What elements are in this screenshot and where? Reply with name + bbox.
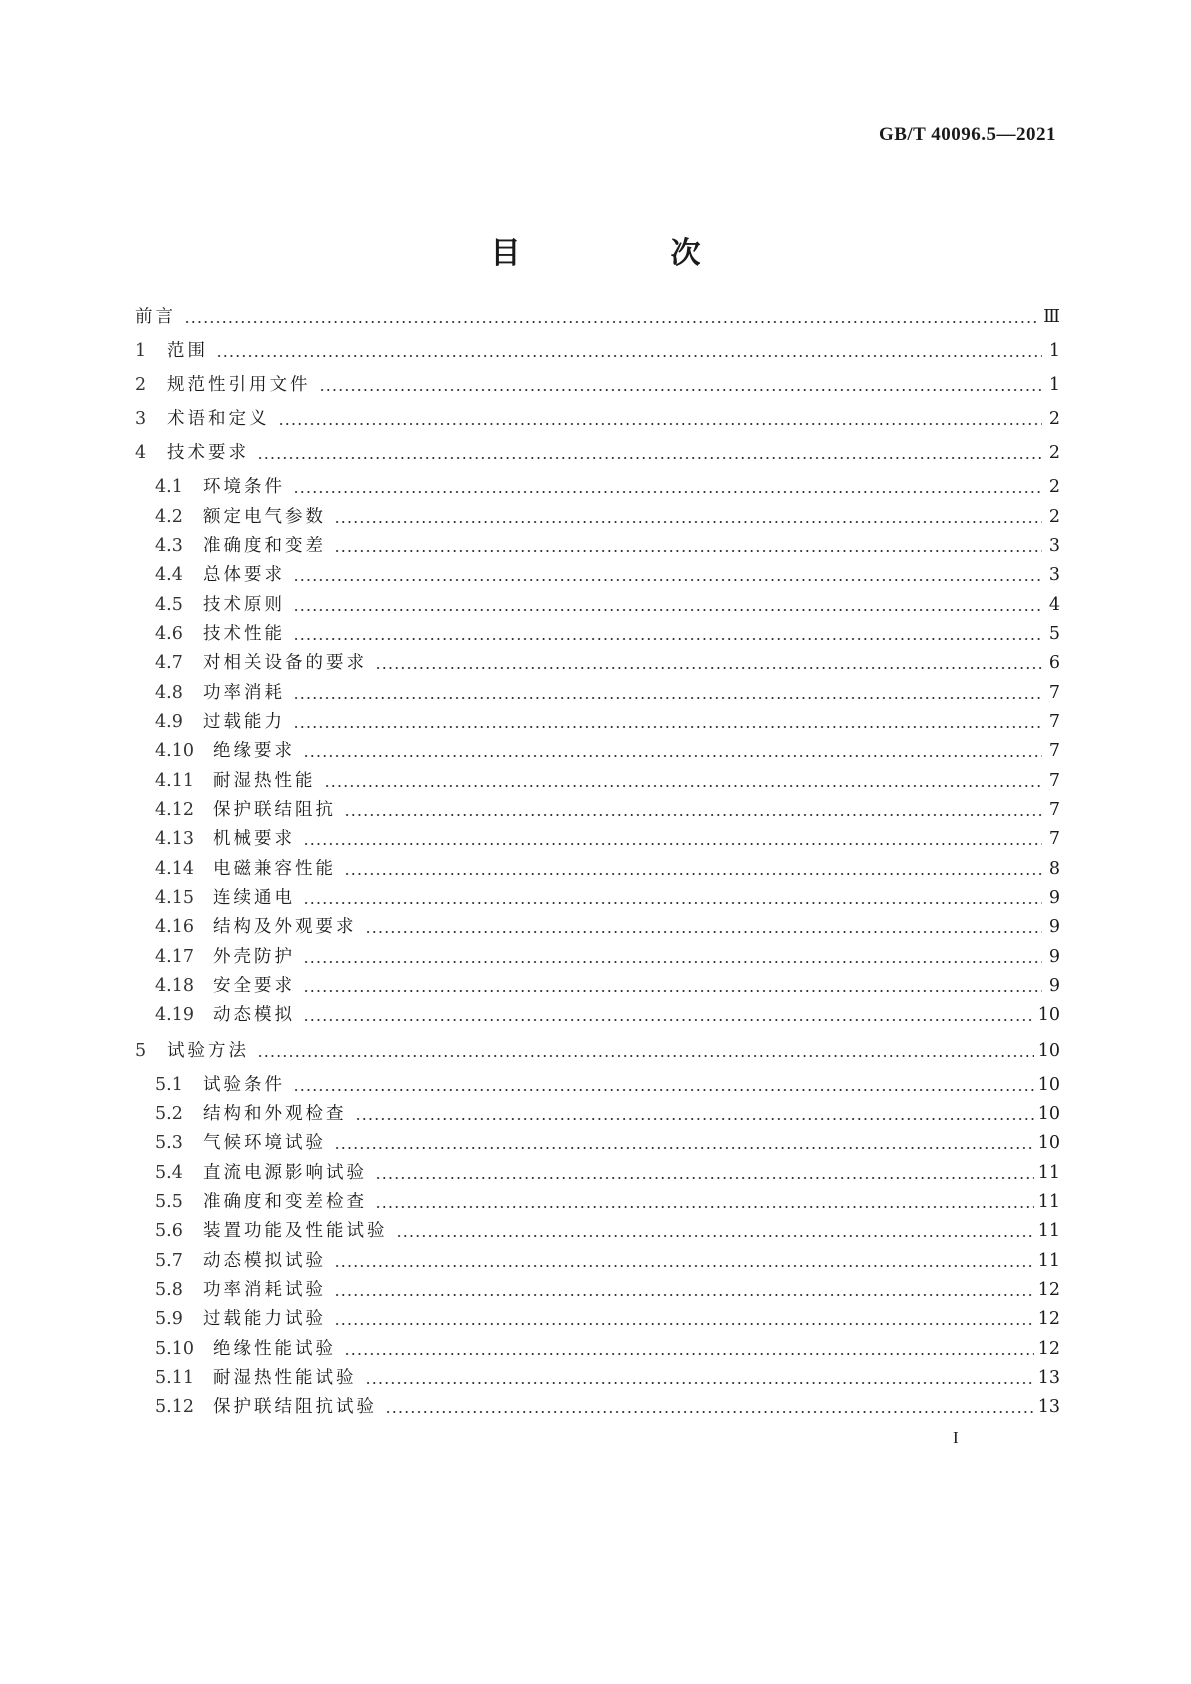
- toc-entry[interactable]: [155, 856, 1060, 882]
- toc-entry-page: 8: [1048, 859, 1060, 879]
- toc-entry-label: 保护联结阻抗试验: [213, 1397, 377, 1417]
- toc-entry-number: 4.2: [155, 507, 183, 527]
- toc-entry-page: 10: [1037, 1075, 1060, 1095]
- toc-entry-number: 5.1: [155, 1075, 183, 1095]
- toc-entry[interactable]: [135, 440, 1060, 466]
- toc-entry[interactable]: [155, 826, 1060, 852]
- toc-entry[interactable]: [155, 1248, 1060, 1274]
- toc-entry-number: 4.18: [155, 976, 194, 996]
- toc-entry-number: 4.15: [155, 888, 194, 908]
- toc-entry-number: 4.10: [155, 741, 194, 761]
- dot-leader: [396, 1218, 1034, 1244]
- toc-entry-number: 1: [135, 341, 147, 361]
- toc-entry-number: 4.5: [155, 595, 183, 615]
- dot-leader: [303, 826, 1042, 852]
- toc-entry-page: 12: [1037, 1339, 1060, 1359]
- toc-entry-number: 4.9: [155, 712, 183, 732]
- toc-entry-label: 机械要求: [213, 829, 295, 849]
- toc-entry-page: 9: [1048, 976, 1060, 996]
- toc-entry-label: 对相关设备的要求: [203, 653, 367, 673]
- toc-entry-number: 5.12: [155, 1397, 194, 1417]
- toc-entry[interactable]: [155, 768, 1060, 794]
- toc-title: 目 次: [490, 236, 761, 271]
- dot-leader: [257, 1038, 1034, 1064]
- toc-entry-label: 结构和外观检查: [203, 1104, 347, 1124]
- toc-entry-page: 2: [1048, 507, 1060, 527]
- toc-entry-page: 3: [1048, 565, 1060, 585]
- toc-entry-number: 4.4: [155, 565, 183, 585]
- toc-entry-page: 10: [1037, 1133, 1060, 1153]
- toc-entry[interactable]: [155, 1101, 1060, 1127]
- toc-entry-label: 电磁兼容性能: [213, 859, 336, 879]
- toc-entry-label: 装置功能及性能试验: [203, 1221, 388, 1241]
- toc-entry-label: 技术性能: [203, 624, 285, 644]
- toc-entry[interactable]: [155, 650, 1060, 676]
- toc-entry[interactable]: [155, 562, 1060, 588]
- toc-entry[interactable]: [155, 1365, 1060, 1391]
- toc-entry-label: 术语和定义: [167, 409, 270, 429]
- page-number: I: [953, 1428, 959, 1447]
- toc-entry[interactable]: [155, 914, 1060, 940]
- toc-entry[interactable]: [155, 1277, 1060, 1303]
- toc-entry-page: 11: [1037, 1221, 1060, 1241]
- toc-entry-number: 4: [135, 443, 147, 463]
- dot-leader: [365, 1365, 1034, 1391]
- toc-entry[interactable]: [155, 738, 1060, 764]
- dot-leader: [293, 562, 1042, 588]
- dot-leader: [355, 1101, 1034, 1127]
- toc-entry-page: 12: [1037, 1309, 1060, 1329]
- dot-leader: [344, 856, 1042, 882]
- toc-entry[interactable]: [155, 1130, 1060, 1156]
- toc-entry-page: 1: [1048, 341, 1060, 361]
- dot-leader: [293, 474, 1042, 500]
- toc-entry-label: 绝缘性能试验: [213, 1339, 336, 1359]
- toc-entry-page: 12: [1037, 1280, 1060, 1300]
- toc-entry-number: 4.11: [155, 771, 194, 791]
- dot-leader: [365, 914, 1043, 940]
- dot-leader: [216, 338, 1042, 364]
- dot-leader: [303, 944, 1042, 970]
- toc-entry-page: 7: [1048, 712, 1060, 732]
- toc-entry-page: 2: [1048, 477, 1060, 497]
- dot-leader: [303, 738, 1042, 764]
- toc-entry[interactable]: [155, 944, 1060, 970]
- toc-entry-label: 连续通电: [213, 888, 295, 908]
- toc-entry-label: 气候环境试验: [203, 1133, 326, 1153]
- document-code: GB/T 40096.5—2021: [878, 124, 1056, 145]
- toc-entry-page: 4: [1048, 595, 1060, 615]
- dot-leader: [334, 1130, 1034, 1156]
- toc-entry-number: 4.17: [155, 947, 194, 967]
- dot-leader: [278, 406, 1043, 432]
- dot-leader: [257, 440, 1042, 466]
- toc-entry[interactable]: [155, 1072, 1060, 1098]
- dot-leader: [293, 1072, 1034, 1098]
- toc-entry-page: Ⅲ: [1043, 307, 1060, 327]
- toc-entry-label: 范围: [167, 341, 208, 361]
- toc-entry[interactable]: [155, 973, 1060, 999]
- toc-entry-page: 6: [1048, 653, 1060, 673]
- toc-entry-label: 耐湿热性能: [213, 771, 316, 791]
- toc-entry[interactable]: [155, 885, 1060, 911]
- toc-entry-label: 总体要求: [203, 565, 285, 585]
- toc-entry-page: 2: [1048, 443, 1060, 463]
- toc-entry-number: 4.13: [155, 829, 194, 849]
- toc-entry-page: 10: [1037, 1005, 1060, 1025]
- toc-entry[interactable]: [155, 1394, 1060, 1420]
- toc-entry-page: 10: [1037, 1104, 1060, 1124]
- dot-leader: [184, 304, 1039, 330]
- toc-entry-page: 11: [1037, 1192, 1060, 1212]
- toc-entry-number: 5.11: [155, 1368, 194, 1388]
- dot-leader: [303, 973, 1042, 999]
- dot-leader: [375, 1160, 1034, 1186]
- toc-entry[interactable]: [155, 1306, 1060, 1332]
- toc-entry-label: 规范性引用文件: [167, 375, 311, 395]
- toc-entry[interactable]: [135, 1038, 1060, 1064]
- toc-entry[interactable]: [155, 797, 1060, 823]
- dot-leader: [375, 650, 1042, 676]
- toc-entry[interactable]: [155, 533, 1060, 559]
- toc-entry[interactable]: [135, 304, 1060, 330]
- toc-entry[interactable]: [155, 621, 1060, 647]
- toc-entry-page: 2: [1048, 409, 1060, 429]
- toc-entry-number: 4.1: [155, 477, 183, 497]
- dot-leader: [319, 372, 1043, 398]
- toc-entry-page: 11: [1037, 1251, 1060, 1271]
- toc-entry[interactable]: [155, 1002, 1060, 1028]
- toc-entry-page: 7: [1048, 800, 1060, 820]
- toc-entry[interactable]: [135, 406, 1060, 432]
- dot-leader: [344, 1336, 1034, 1362]
- toc-entry-number: 4.6: [155, 624, 183, 644]
- toc-entry-page: 9: [1048, 947, 1060, 967]
- toc-entry-page: 10: [1037, 1041, 1060, 1061]
- toc-entry-label: 环境条件: [203, 477, 285, 497]
- dot-leader: [385, 1394, 1034, 1420]
- toc-entry-label: 过载能力: [203, 712, 285, 732]
- toc-entry-label: 额定电气参数: [203, 507, 326, 527]
- toc-entry[interactable]: [155, 1189, 1060, 1215]
- toc-entry[interactable]: [135, 372, 1060, 398]
- toc-entry-number: 4.12: [155, 800, 194, 820]
- toc-entry-page: 7: [1048, 829, 1060, 849]
- toc-entry-number: 5.4: [155, 1163, 183, 1183]
- toc-entry-label: 过载能力试验: [203, 1309, 326, 1329]
- toc-entry-label: 安全要求: [213, 976, 295, 996]
- toc-entry-page: 7: [1048, 683, 1060, 703]
- toc-entry-label: 动态模拟试验: [203, 1251, 326, 1271]
- dot-leader: [303, 1002, 1034, 1028]
- dot-leader: [303, 885, 1042, 911]
- toc-entry-label: 动态模拟: [213, 1005, 295, 1025]
- toc-entry-number: 5.2: [155, 1104, 183, 1124]
- toc-entry-label: 准确度和变差: [203, 536, 326, 556]
- toc-entry-label: 功率消耗: [203, 683, 285, 703]
- toc-entry[interactable]: [155, 1336, 1060, 1362]
- dot-leader: [293, 621, 1042, 647]
- toc-entry[interactable]: [155, 504, 1060, 530]
- toc-entry-label: 试验条件: [203, 1075, 285, 1095]
- toc-entry[interactable]: [155, 1218, 1060, 1244]
- toc-entry-number: 5.9: [155, 1309, 183, 1329]
- toc-entry-label: 前言: [135, 307, 176, 327]
- toc-entry-number: 5.10: [155, 1339, 194, 1359]
- toc-entry-page: 9: [1048, 888, 1060, 908]
- toc-entry[interactable]: [155, 1160, 1060, 1186]
- dot-leader: [334, 1277, 1034, 1303]
- toc-entry-label: 直流电源影响试验: [203, 1163, 367, 1183]
- toc-entry-number: 5.5: [155, 1192, 183, 1212]
- dot-leader: [344, 797, 1042, 823]
- toc-entry-label: 准确度和变差检查: [203, 1192, 367, 1212]
- toc-entry-number: 5.6: [155, 1221, 183, 1241]
- toc-entry-page: 1: [1048, 375, 1060, 395]
- toc-entry-page: 11: [1037, 1163, 1060, 1183]
- toc-entry-label: 结构及外观要求: [213, 917, 357, 937]
- dot-leader: [293, 709, 1042, 735]
- toc-entry[interactable]: [155, 709, 1060, 735]
- toc-entry[interactable]: [155, 474, 1060, 500]
- toc-entry-number: 5.7: [155, 1251, 183, 1271]
- toc-entry-page: 5: [1048, 624, 1060, 644]
- dot-leader: [324, 768, 1043, 794]
- toc-entry-label: 技术要求: [167, 443, 249, 463]
- toc-entry-page: 7: [1048, 741, 1060, 761]
- dot-leader: [293, 592, 1042, 618]
- dot-leader: [334, 1248, 1034, 1274]
- dot-leader: [334, 1306, 1034, 1332]
- toc-entry-number: 4.7: [155, 653, 183, 673]
- toc-entry-number: 5.3: [155, 1133, 183, 1153]
- toc-entry-page: 13: [1037, 1397, 1060, 1417]
- toc-entry-number: 2: [135, 375, 147, 395]
- toc-entry-number: 4.14: [155, 859, 194, 879]
- toc-entry-page: 13: [1037, 1368, 1060, 1388]
- dot-leader: [293, 680, 1042, 706]
- toc-entry-number: 4.19: [155, 1005, 194, 1025]
- toc-entry-label: 功率消耗试验: [203, 1280, 326, 1300]
- toc-entry-label: 试验方法: [167, 1041, 249, 1061]
- dot-leader: [334, 504, 1042, 530]
- toc-entry[interactable]: [155, 592, 1060, 618]
- dot-leader: [334, 533, 1042, 559]
- toc-entry-label: 绝缘要求: [213, 741, 295, 761]
- toc-entry-number: 5.8: [155, 1280, 183, 1300]
- toc-entry-number: 4.3: [155, 536, 183, 556]
- toc-entry-number: 3: [135, 409, 147, 429]
- toc-entry-number: 4.8: [155, 683, 183, 703]
- toc-entry-label: 外壳防护: [213, 947, 295, 967]
- toc-entry-label: 保护联结阻抗: [213, 800, 336, 820]
- toc-entry-label: 技术原则: [203, 595, 285, 615]
- toc-entry-page: 3: [1048, 536, 1060, 556]
- dot-leader: [375, 1189, 1034, 1215]
- toc-entry-number: 4.16: [155, 917, 194, 937]
- toc-entry-label: 耐湿热性能试验: [213, 1368, 357, 1388]
- toc-entry-page: 7: [1048, 771, 1060, 791]
- toc-entry-number: 5: [135, 1041, 147, 1061]
- toc-entry-page: 9: [1048, 917, 1060, 937]
- toc-entry[interactable]: [155, 680, 1060, 706]
- toc-entry[interactable]: [135, 338, 1060, 364]
